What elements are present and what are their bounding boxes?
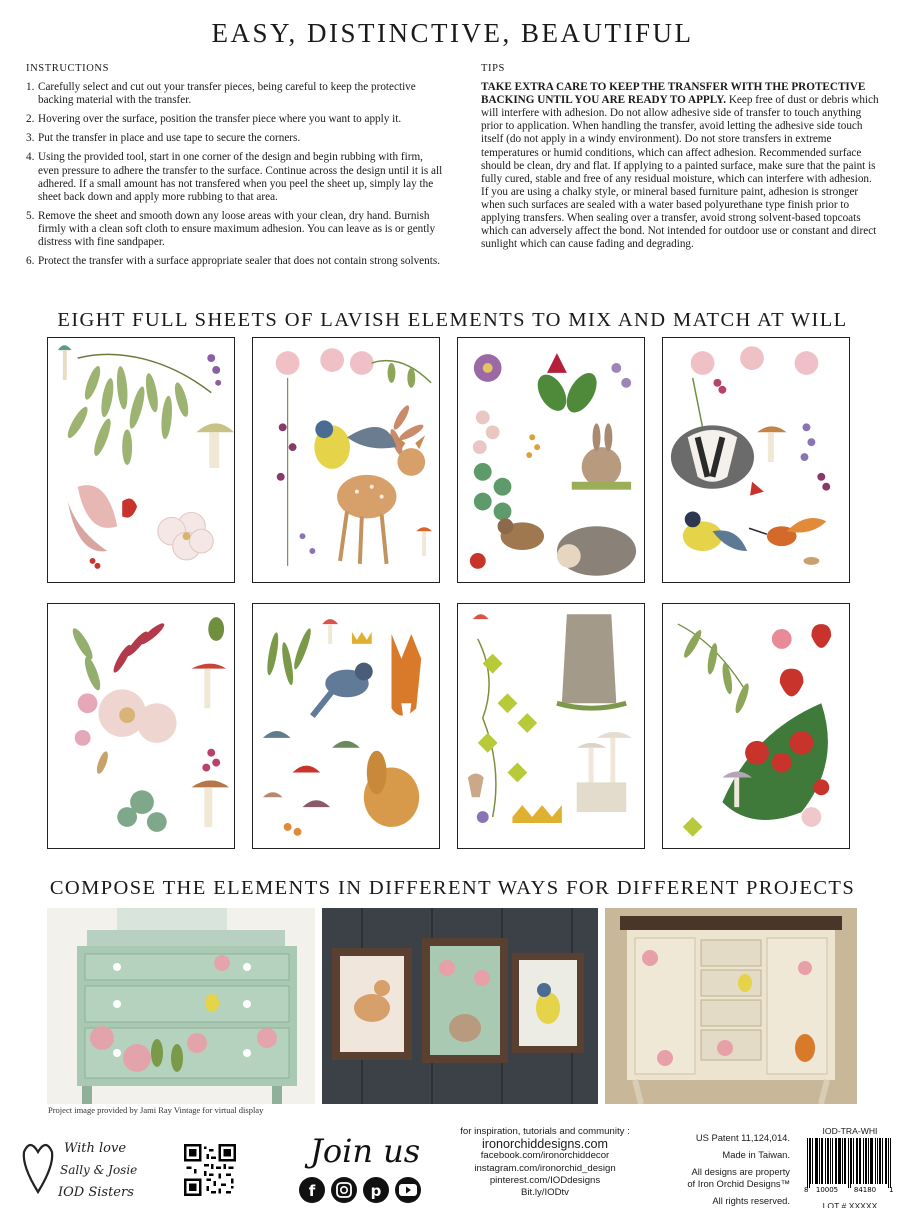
barcode-bar: [816, 1138, 817, 1184]
facebook-icon[interactable]: [299, 1177, 325, 1203]
instagram-icon[interactable]: [331, 1177, 357, 1203]
svg-text:f: f: [308, 1182, 316, 1200]
youtube-icon[interactable]: [395, 1177, 421, 1203]
barcode-bar: [821, 1138, 822, 1184]
barcode-bar: [888, 1138, 889, 1188]
svg-text:IOD Sisters: IOD Sisters: [58, 1185, 134, 1200]
barcode-bar: [840, 1138, 841, 1184]
legal-block: [660, 1132, 790, 1207]
barcode-bar: [810, 1138, 811, 1184]
qr-code-graphic: [184, 1144, 236, 1196]
join-us-block: [270, 1124, 440, 1208]
qr-code[interactable]: [184, 1144, 236, 1196]
links-block: [445, 1126, 645, 1199]
sheets-heading: EIGHT FULL SHEETS OF LAVISH ELEMENTS TO MIX AND MATCH AT WILL: [57, 309, 848, 331]
barcode-bar: [877, 1138, 878, 1184]
barcode-bar: [890, 1138, 891, 1188]
instructions-heading: INSTRUCTIONS: [26, 63, 110, 74]
barcode-bar: [842, 1138, 843, 1184]
signature-logo: [20, 1130, 150, 1208]
links-intro: for inspiration, tutorials and community :: [460, 1126, 630, 1137]
page-title: EASY, DISTINCTIVE, BEAUTIFUL: [211, 18, 694, 48]
footer: [0, 1120, 905, 1208]
pinterest-link[interactable]: pinterest.com/IODdesigns: [489, 1174, 601, 1186]
barcode-bar: [882, 1138, 883, 1184]
barcode-bar: [809, 1138, 810, 1188]
barcode-digits-mid1: 10005: [815, 1186, 839, 1194]
barcode-bar: [870, 1138, 871, 1184]
barcode-bar: [875, 1138, 876, 1184]
svg-text:With love: With love: [64, 1141, 127, 1156]
barcode-bar: [872, 1138, 873, 1184]
transfer-sheet-stump-crown: [457, 603, 645, 849]
barcode-bar: [835, 1138, 836, 1184]
rights-text: All rights reserved.: [712, 1195, 790, 1206]
willow-sheet-art: [48, 338, 234, 582]
sku-label: IOD-TRA-WHI: [822, 1126, 878, 1136]
transfer-sheet-fox-bunny: [252, 603, 440, 849]
website-link[interactable]: ironorchiddesigns.com: [482, 1137, 608, 1152]
barcode-bar: [866, 1138, 867, 1184]
barcode-bar: [886, 1138, 887, 1184]
barcode-bar: [848, 1138, 849, 1188]
compose-heading: COMPOSE THE ELEMENTS IN DIFFERENT WAYS FOR DIFFERENT PROJECTS: [49, 877, 856, 899]
barcode-bar: [844, 1138, 845, 1184]
instruction-step: 1. Carefully select and cut out your transfer pieces, being careful to keep the protective backing material with the transfer.: [26, 81, 416, 107]
barcode-bar: [836, 1138, 837, 1184]
barcode-bar: [832, 1138, 833, 1184]
fawn-sheet-art: [253, 338, 439, 582]
transfer-sheet-strawberries: [662, 603, 850, 849]
barcode-bar: [828, 1138, 829, 1184]
lot-number: LOT # XXXXX: [822, 1201, 878, 1208]
barcode-block: [800, 1126, 900, 1208]
barcode-bar: [851, 1138, 852, 1184]
rabbit-sheet-art: [458, 338, 644, 582]
tips-body: [481, 81, 881, 251]
instructions-column: [26, 62, 446, 274]
barcode-bar: [825, 1138, 826, 1184]
barcode-digit-right: 1: [889, 1186, 894, 1194]
svg-text:Sally & Josie: Sally & Josie: [60, 1163, 138, 1177]
project-photo-cabinet: [605, 908, 857, 1104]
youtube-link[interactable]: Bit.ly/IODtv: [521, 1187, 569, 1199]
photo-caption: Project image provided by Jami Ray Vintage for virtual display: [48, 1105, 264, 1115]
pinterest-icon[interactable]: [363, 1177, 389, 1203]
barcode-bar: [885, 1138, 886, 1184]
facebook-link[interactable]: facebook.com/ironorchiddecor: [480, 1150, 610, 1162]
instruction-step: 5. Remove the sheet and smooth down any loose areas with your clean, dry hand. Burnish firmly with a clean soft cloth to ensure maximum adhesion. You can leave as is or gently distress with fine sandpaper.: [26, 209, 436, 249]
barcode-bar: [812, 1138, 813, 1184]
instruction-step: 2. Hovering over the surface, position the transfer piece where you want to apply it.: [26, 113, 402, 126]
join-us-text: Join us: [310, 1132, 421, 1170]
barcode-bar: [827, 1138, 828, 1184]
transfer-sheet-willow-mushroom: [47, 337, 235, 583]
tips-text: Keep free of dust or debris which will interfere with adhesion. Do not allow adhesive side of transfer to touch anything prior to application. When handling the transfer, avoid letting the adhesive side touch itself (do not apply in a windy environment). Do not store transfers in extreme temperatures or humid conditions, which can affect adhesion. Recommended surface should be clean, dry and flat. If applying to a painted surface, make sure that the paint is fully cured, stable and free of any residual moisture, which can interfere with adhesion. If you are using a chalky style, or mineral based furniture paint, adhesion is stronger when such surfaces are sealed with a water based polyurethane type finish prior to applying transfers. When sealing over a transfer, avoid strong solvent-based topcoats which can adversely affect the bond. Not intended for outdoor use or constant and direct sunlight which can cause fading and degrading.: [481, 94, 879, 251]
barcode-bar: [859, 1138, 860, 1184]
badger-sheet-art: [663, 338, 849, 582]
barcode-bar: [817, 1138, 818, 1184]
patent-text: US Patent 11,124,014.: [695, 1132, 790, 1143]
barcode: [803, 1138, 895, 1194]
frames-illustration: [322, 908, 598, 1104]
project-photo-dresser: [47, 908, 315, 1104]
transfer-sheet-badger-birds: [662, 337, 850, 583]
barcode-bar: [853, 1138, 854, 1184]
barcode-bar: [850, 1138, 851, 1188]
barcode-bar: [879, 1138, 880, 1184]
tips-emphasis: TAKE EXTRA CARE TO KEEP THE TRANSFER WITH THE PROTECTIVE BACKING UNTIL YOU ARE READY TO APPLY.: [481, 81, 866, 107]
barcode-bar: [830, 1138, 831, 1184]
barcode-bar: [857, 1138, 858, 1184]
barcode-bar: [865, 1138, 866, 1184]
barcode-bar: [838, 1138, 839, 1184]
cabinet-illustration: [605, 908, 857, 1104]
instruction-step: 3. Put the transfer in place and use tape to secure the corners.: [26, 132, 301, 145]
barcode-bar: [856, 1138, 857, 1184]
property-text: All designs are property: [691, 1166, 790, 1177]
barcode-bar: [839, 1138, 840, 1184]
transfer-sheet-rabbit-hedgehog: [457, 337, 645, 583]
instruction-step: 6. Protect the transfer with a surface appropriate sealer that does not contain strong solvents.: [26, 255, 440, 268]
instruction-steps: [26, 81, 446, 268]
barcode-bar: [815, 1138, 816, 1184]
barcode-bar: [863, 1138, 864, 1184]
instagram-link[interactable]: instagram.com/ironorchid_design: [474, 1162, 616, 1174]
barcode-bar: [807, 1138, 808, 1188]
project-photo-frames: [322, 908, 598, 1104]
transfer-sheet-fawn-bird: [252, 337, 440, 583]
barcode-bar: [822, 1138, 823, 1184]
dresser-illustration: [47, 908, 315, 1104]
barcode-bar: [845, 1138, 846, 1184]
barcode-bar: [880, 1138, 881, 1184]
tips-heading: TIPS: [481, 63, 505, 74]
made-in-text: Made in Taiwan.: [722, 1149, 790, 1160]
barcode-digits-mid2: 84180: [853, 1186, 877, 1194]
property-text-2: of Iron Orchid Designs™: [687, 1178, 790, 1189]
signature-heart-graphic: [20, 1130, 150, 1208]
barcode-bar: [860, 1138, 861, 1184]
instruction-step: 4. Using the provided tool, start in one corner of the design and begin rubbing with firm, even pressure to adhere the transfer to the surface. Continue across the design until it is all adhered. If a small amount has not transfered when you peel the sheet up, simply lay the sheet back down and apply more rubbing to that area.: [26, 151, 443, 203]
fox-sheet-art: [253, 604, 439, 848]
barcode-digit-left: 8: [804, 1186, 809, 1194]
bouquet-sheet-art: [48, 604, 234, 848]
tips-column: [481, 62, 881, 251]
svg-text:p: p: [370, 1182, 382, 1200]
stump-sheet-art: [458, 604, 644, 848]
join-us-graphic: [270, 1124, 440, 1208]
barcode-bar: [868, 1138, 869, 1184]
strawberry-sheet-art: [663, 604, 849, 848]
transfer-sheet-floral-bouquet: [47, 603, 235, 849]
barcode-bar: [819, 1138, 820, 1184]
barcode-bar: [871, 1138, 872, 1184]
